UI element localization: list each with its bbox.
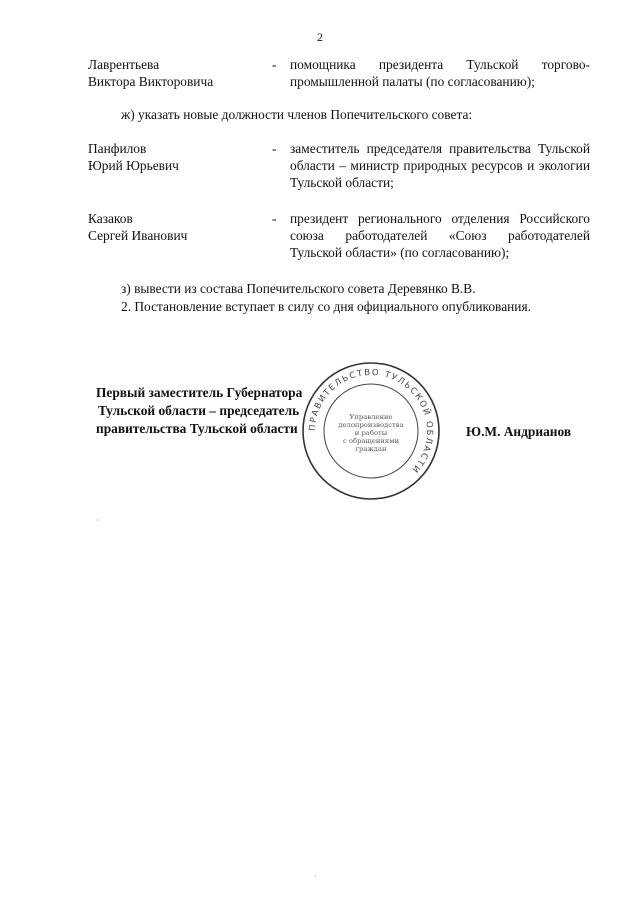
paragraph-2: 2. Постановление вступает в силу со дня официального опубликования. [121, 299, 531, 314]
scan-mark: · [96, 516, 99, 525]
paragraph-zh: ж) указать новые должности членов Попечительского совета: [121, 107, 473, 122]
member-entry-lavrentieva [88, 56, 588, 96]
paragraph-z: з) вывести из состава Попечительского совета Деревянко В.В. [121, 281, 476, 296]
svg-text:граждан: граждан [355, 445, 387, 453]
dash-separator: - [272, 141, 277, 156]
scan-mark: · [314, 872, 317, 881]
member-name: Казаков Сергей Иванович [88, 211, 188, 243]
dash-separator: - [272, 211, 277, 226]
seal-center-text [338, 413, 403, 453]
member-entry-panfilov [88, 140, 588, 196]
member-position: помощника президента Тульской торгово-промышленной палаты (по согласованию); [290, 57, 590, 89]
svg-text:и работы: и работы [354, 429, 388, 437]
member-entry-kazakov [88, 210, 588, 278]
member-name: Панфилов Юрий Юрьевич [88, 141, 179, 173]
member-name: Лаврентьева Виктора Викторовича [88, 57, 214, 89]
svg-text:с обращениями: с обращениями [342, 437, 400, 445]
member-position: заместитель председателя правительства Тульской области – министр природных ресурсов и экологии Тульской области; [290, 141, 590, 190]
svg-text:делопроизводства: делопроизводства [338, 421, 404, 429]
svg-text:Управление: Управление [349, 413, 393, 421]
signatory-name: Ю.М. Андрианов [466, 424, 572, 439]
page-number: 2 [317, 30, 323, 44]
svg-text:ПРАВИТЕЛЬСТВО ТУЛЬСКОЙ ОБЛАСТИ: ПРАВИТЕЛЬСТВО ТУЛЬСКОЙ ОБЛАСТИ [307, 367, 435, 476]
dash-separator: - [272, 57, 277, 72]
signatory-title: Первый заместитель Губернатора Тульской области – председатель правительства Тульской области [96, 385, 303, 436]
member-position: президент регионального отделения Российского союза работодателей «Союз работодателей Тульской области» (по согласованию); [290, 211, 590, 260]
